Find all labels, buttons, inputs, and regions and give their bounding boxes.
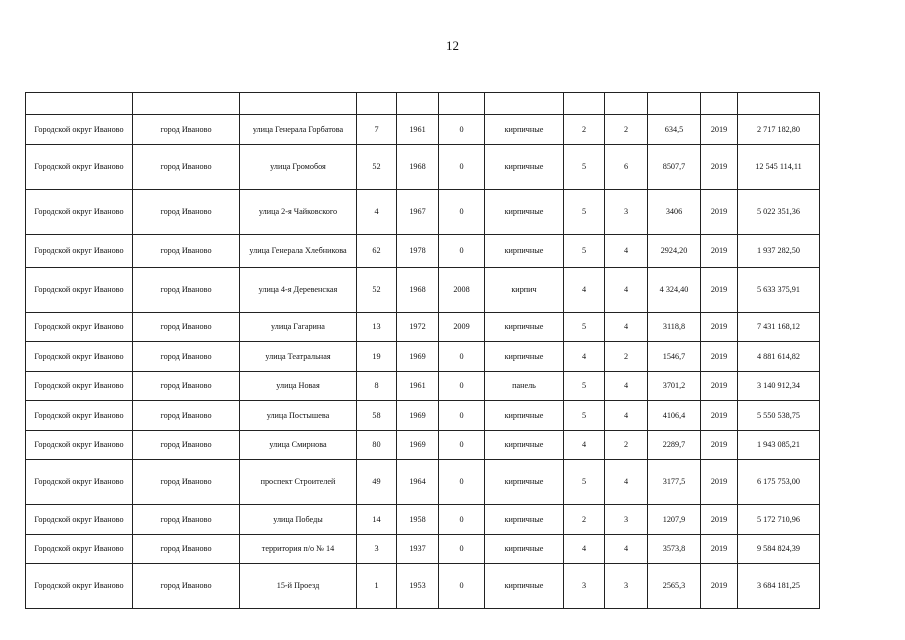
cell-year-reconstructed: 2009 <box>439 312 485 342</box>
cell-district: Городской округ Иваново <box>26 505 133 535</box>
cell-wall-material: кирпичные <box>485 115 564 145</box>
cell-street: проспект Строителей <box>240 460 357 505</box>
cell-year-built: 1972 <box>397 312 439 342</box>
cell-area: 3406 <box>648 189 701 234</box>
cell-floors: 4 <box>564 267 605 312</box>
cell-year-built: 1937 <box>397 534 439 564</box>
cell-house-number: 14 <box>357 505 397 535</box>
cell-wall-material: кирпичные <box>485 505 564 535</box>
table-row <box>26 93 881 115</box>
cell-street: улица Громобоя <box>240 144 357 189</box>
cell-year-reconstructed: 0 <box>439 342 485 372</box>
cell-wall-material: кирпичные <box>485 189 564 234</box>
table-row <box>26 564 881 609</box>
table-row <box>26 144 881 189</box>
cell-street: территория п/о № 14 <box>240 534 357 564</box>
cell-cost: 4 881 614,82 <box>738 342 820 372</box>
cell-city: город Иваново <box>133 267 240 312</box>
cell-repair-year: 2019 <box>701 564 738 609</box>
table-body <box>26 93 881 609</box>
table-cell <box>133 93 240 115</box>
table-row <box>26 189 881 234</box>
cell-entrances: 2 <box>605 115 648 145</box>
table-cell <box>357 93 397 115</box>
cell-cost: 5 550 538,75 <box>738 401 820 431</box>
cell-wall-material: кирпич <box>485 267 564 312</box>
cell-city: город Иваново <box>133 234 240 267</box>
cell-repair-year: 2019 <box>701 312 738 342</box>
cell-entrances: 4 <box>605 534 648 564</box>
cell-area: 634,5 <box>648 115 701 145</box>
cell-street: улица Победы <box>240 505 357 535</box>
cell-repair-year: 2019 <box>701 460 738 505</box>
table-row <box>26 267 881 312</box>
cell-wall-material: кирпичные <box>485 460 564 505</box>
cell-street: улица Генерала Горбатова <box>240 115 357 145</box>
cell-cost: 1 937 282,50 <box>738 234 820 267</box>
cell-cost: 7 431 168,12 <box>738 312 820 342</box>
cell-repair-year: 2019 <box>701 234 738 267</box>
cell-wall-material: кирпичные <box>485 534 564 564</box>
cell-district: Городской округ Иваново <box>26 342 133 372</box>
table-row <box>26 401 881 431</box>
table-row <box>26 505 881 535</box>
cell-repair-year: 2019 <box>701 401 738 431</box>
cell-street: улица Новая <box>240 371 357 401</box>
cell-year-built: 1961 <box>397 371 439 401</box>
cell-street: улица Смирнова <box>240 430 357 460</box>
cell-year-built: 1969 <box>397 430 439 460</box>
table-row <box>26 342 881 372</box>
table-cell <box>439 93 485 115</box>
cell-wall-material: панель <box>485 371 564 401</box>
cell-repair-year: 2019 <box>701 342 738 372</box>
cell-entrances: 3 <box>605 189 648 234</box>
cell-year-built: 1968 <box>397 267 439 312</box>
cell-year-reconstructed: 2008 <box>439 267 485 312</box>
cell-street: 15-й Проезд <box>240 564 357 609</box>
table-cell <box>26 93 133 115</box>
cell-street: улица Гагарина <box>240 312 357 342</box>
cell-street: улица Театральная <box>240 342 357 372</box>
table-row <box>26 312 881 342</box>
cell-floors: 5 <box>564 460 605 505</box>
cell-entrances: 3 <box>605 564 648 609</box>
cell-floors: 4 <box>564 430 605 460</box>
cell-repair-year: 2019 <box>701 430 738 460</box>
cell-house-number: 80 <box>357 430 397 460</box>
table-cell <box>648 93 701 115</box>
cell-repair-year: 2019 <box>701 505 738 535</box>
cell-year-built: 1967 <box>397 189 439 234</box>
cell-cost: 5 172 710,96 <box>738 505 820 535</box>
cell-city: город Иваново <box>133 401 240 431</box>
cell-district: Городской округ Иваново <box>26 564 133 609</box>
cell-house-number: 19 <box>357 342 397 372</box>
cell-year-built: 1968 <box>397 144 439 189</box>
cell-floors: 4 <box>564 342 605 372</box>
cell-district: Городской округ Иваново <box>26 371 133 401</box>
cell-year-built: 1978 <box>397 234 439 267</box>
cell-wall-material: кирпичные <box>485 342 564 372</box>
cell-year-built: 1958 <box>397 505 439 535</box>
cell-street: улица Постышева <box>240 401 357 431</box>
cell-year-reconstructed: 0 <box>439 115 485 145</box>
cell-area: 2924,20 <box>648 234 701 267</box>
cell-entrances: 2 <box>605 430 648 460</box>
cell-wall-material: кирпичные <box>485 312 564 342</box>
cell-repair-year: 2019 <box>701 534 738 564</box>
cell-entrances: 6 <box>605 144 648 189</box>
cell-area: 3573,8 <box>648 534 701 564</box>
cell-year-built: 1969 <box>397 401 439 431</box>
cell-year-reconstructed: 0 <box>439 234 485 267</box>
cell-year-reconstructed: 0 <box>439 505 485 535</box>
housing-repair-table <box>25 92 881 609</box>
cell-cost: 3 140 912,34 <box>738 371 820 401</box>
table-cell <box>605 93 648 115</box>
cell-district: Городской округ Иваново <box>26 189 133 234</box>
cell-house-number: 49 <box>357 460 397 505</box>
cell-floors: 5 <box>564 234 605 267</box>
cell-entrances: 4 <box>605 460 648 505</box>
cell-floors: 2 <box>564 505 605 535</box>
cell-district: Городской округ Иваново <box>26 460 133 505</box>
cell-city: город Иваново <box>133 460 240 505</box>
cell-year-built: 1953 <box>397 564 439 609</box>
cell-entrances: 3 <box>605 505 648 535</box>
cell-cost: 1 943 085,21 <box>738 430 820 460</box>
page-number: 12 <box>446 38 459 53</box>
cell-cost: 6 175 753,00 <box>738 460 820 505</box>
cell-area: 3118,8 <box>648 312 701 342</box>
cell-area: 8507,7 <box>648 144 701 189</box>
cell-entrances: 2 <box>605 342 648 372</box>
cell-cost: 5 633 375,91 <box>738 267 820 312</box>
cell-city: город Иваново <box>133 564 240 609</box>
cell-floors: 5 <box>564 189 605 234</box>
cell-floors: 4 <box>564 534 605 564</box>
cell-area: 3701,2 <box>648 371 701 401</box>
cell-floors: 5 <box>564 144 605 189</box>
cell-area: 4106,4 <box>648 401 701 431</box>
cell-house-number: 4 <box>357 189 397 234</box>
cell-cost: 5 022 351,36 <box>738 189 820 234</box>
cell-district: Городской округ Иваново <box>26 312 133 342</box>
cell-entrances: 4 <box>605 267 648 312</box>
cell-repair-year: 2019 <box>701 189 738 234</box>
cell-floors: 5 <box>564 401 605 431</box>
cell-repair-year: 2019 <box>701 144 738 189</box>
table-cell <box>240 93 357 115</box>
cell-area: 1546,7 <box>648 342 701 372</box>
cell-house-number: 3 <box>357 534 397 564</box>
cell-year-built: 1961 <box>397 115 439 145</box>
cell-city: город Иваново <box>133 371 240 401</box>
cell-city: город Иваново <box>133 312 240 342</box>
table-row <box>26 534 881 564</box>
cell-floors: 3 <box>564 564 605 609</box>
cell-floors: 2 <box>564 115 605 145</box>
cell-year-built: 1969 <box>397 342 439 372</box>
cell-year-reconstructed: 0 <box>439 534 485 564</box>
cell-area: 2565,3 <box>648 564 701 609</box>
cell-entrances: 4 <box>605 234 648 267</box>
table-row <box>26 371 881 401</box>
cell-year-reconstructed: 0 <box>439 401 485 431</box>
cell-year-reconstructed: 0 <box>439 189 485 234</box>
cell-house-number: 1 <box>357 564 397 609</box>
cell-wall-material: кирпичные <box>485 144 564 189</box>
cell-wall-material: кирпичные <box>485 401 564 431</box>
cell-street: улица 2-я Чайковского <box>240 189 357 234</box>
cell-wall-material: кирпичные <box>485 564 564 609</box>
table-cell <box>701 93 738 115</box>
cell-city: город Иваново <box>133 505 240 535</box>
cell-city: город Иваново <box>133 534 240 564</box>
cell-floors: 5 <box>564 371 605 401</box>
cell-entrances: 4 <box>605 401 648 431</box>
cell-repair-year: 2019 <box>701 267 738 312</box>
table-cell <box>397 93 439 115</box>
cell-area: 4 324,40 <box>648 267 701 312</box>
cell-city: город Иваново <box>133 342 240 372</box>
table-cell <box>564 93 605 115</box>
cell-area: 1207,9 <box>648 505 701 535</box>
cell-cost: 9 584 824,39 <box>738 534 820 564</box>
cell-year-built: 1964 <box>397 460 439 505</box>
cell-wall-material: кирпичные <box>485 234 564 267</box>
cell-cost: 3 684 181,25 <box>738 564 820 609</box>
cell-district: Городской округ Иваново <box>26 534 133 564</box>
table-row <box>26 115 881 145</box>
table-row <box>26 234 881 267</box>
cell-floors: 5 <box>564 312 605 342</box>
cell-year-reconstructed: 0 <box>439 564 485 609</box>
table-row <box>26 430 881 460</box>
table-cell <box>485 93 564 115</box>
cell-repair-year: 2019 <box>701 115 738 145</box>
cell-district: Городской округ Иваново <box>26 144 133 189</box>
cell-entrances: 4 <box>605 371 648 401</box>
cell-street: улица 4-я Деревенская <box>240 267 357 312</box>
cell-repair-year: 2019 <box>701 371 738 401</box>
cell-house-number: 7 <box>357 115 397 145</box>
cell-district: Городской округ Иваново <box>26 267 133 312</box>
cell-house-number: 8 <box>357 371 397 401</box>
cell-house-number: 52 <box>357 267 397 312</box>
cell-year-reconstructed: 0 <box>439 371 485 401</box>
cell-city: город Иваново <box>133 189 240 234</box>
cell-cost: 12 545 114,11 <box>738 144 820 189</box>
table-cell <box>738 93 820 115</box>
cell-district: Городской округ Иваново <box>26 115 133 145</box>
cell-area: 3177,5 <box>648 460 701 505</box>
cell-wall-material: кирпичные <box>485 430 564 460</box>
cell-year-reconstructed: 0 <box>439 144 485 189</box>
cell-year-reconstructed: 0 <box>439 460 485 505</box>
cell-cost: 2 717 182,80 <box>738 115 820 145</box>
cell-city: город Иваново <box>133 115 240 145</box>
cell-entrances: 4 <box>605 312 648 342</box>
cell-house-number: 58 <box>357 401 397 431</box>
cell-district: Городской округ Иваново <box>26 234 133 267</box>
cell-area: 2289,7 <box>648 430 701 460</box>
cell-district: Городской округ Иваново <box>26 430 133 460</box>
cell-year-reconstructed: 0 <box>439 430 485 460</box>
cell-house-number: 52 <box>357 144 397 189</box>
cell-city: город Иваново <box>133 144 240 189</box>
table-row <box>26 460 881 505</box>
cell-district: Городской округ Иваново <box>26 401 133 431</box>
cell-house-number: 62 <box>357 234 397 267</box>
cell-city: город Иваново <box>133 430 240 460</box>
cell-house-number: 13 <box>357 312 397 342</box>
cell-street: улица Генерала Хлебникова <box>240 234 357 267</box>
